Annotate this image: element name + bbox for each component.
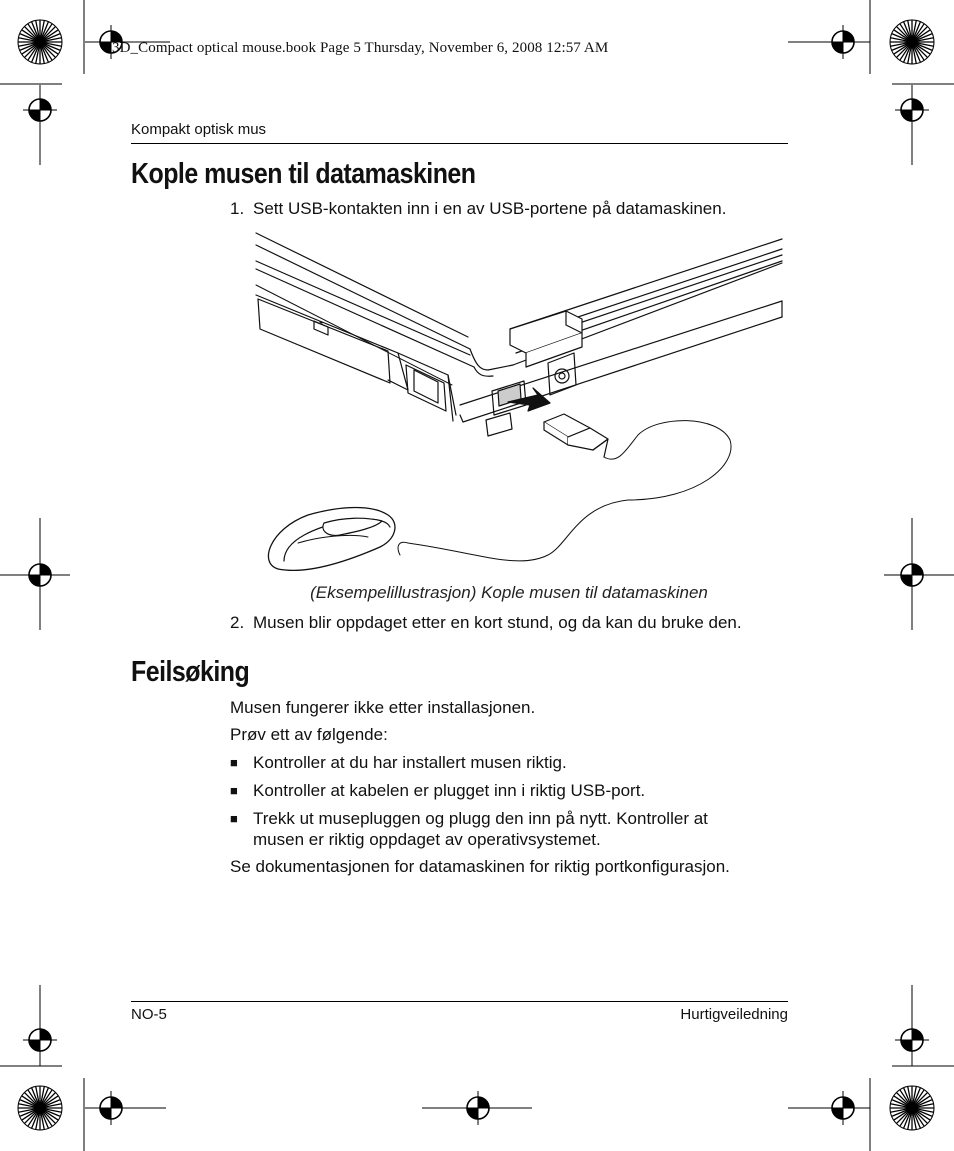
bullet-item: Kontroller at kabelen er plugget inn i riktig USB-port.	[253, 781, 646, 800]
bullet-item: Kontroller at du har installert musen riktig.	[253, 753, 567, 772]
bullet-marker: ■	[230, 811, 238, 826]
footer-rule	[131, 1001, 788, 1002]
step-1-number: 1.	[230, 199, 245, 218]
bullet-marker: ■	[230, 755, 238, 770]
page-number: NO-5	[131, 1006, 167, 1023]
bullet-marker: ■	[230, 783, 238, 798]
section-title-troubleshooting: Feilsøking	[131, 656, 250, 688]
troubleshoot-try: Prøv ett av følgende:	[230, 725, 388, 744]
footer-guide-title: Hurtigveiledning	[680, 1006, 788, 1023]
troubleshoot-outro: Se dokumentasjonen for datamaskinen for riktig portkonfigurasjon.	[230, 857, 730, 876]
step-1-text: Sett USB-kontakten inn i en av USB-portene på datamaskinen.	[253, 199, 727, 218]
laptop-usb-mouse-illustration	[248, 225, 793, 580]
troubleshoot-intro: Musen fungerer ikke etter installasjonen.	[230, 698, 536, 717]
bullet-item: Trekk ut musepluggen og plugg den inn på nytt. Kontroller at musen er riktig oppdaget av operativsystemet.	[253, 809, 708, 849]
section-title-connect: Kople musen til datamaskinen	[131, 158, 476, 190]
step-2-text: Musen blir oppdaget etter en kort stund, og da kan du bruke den.	[253, 613, 742, 632]
header-rule	[131, 143, 788, 144]
print-slug: 3D_Compact optical mouse.book Page 5 Thursday, November 6, 2008 12:57 AM	[112, 40, 609, 56]
figure-caption: (Eksempelillustrasjon) Kople musen til datamaskinen	[310, 583, 708, 602]
running-header: Kompakt optisk mus	[131, 121, 267, 138]
step-2-number: 2.	[230, 613, 245, 632]
